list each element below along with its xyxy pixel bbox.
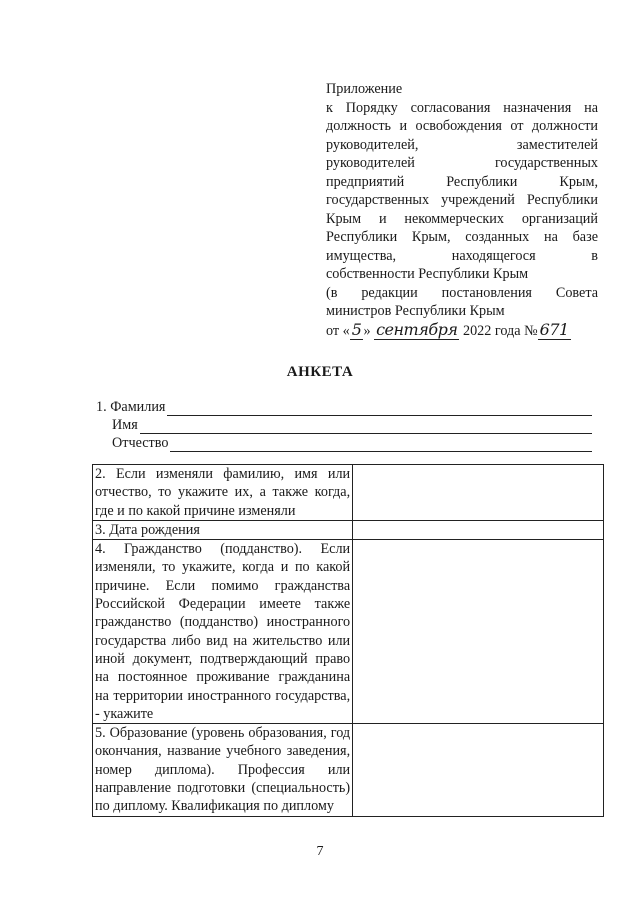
appendix-line-12: (в редакции постановления Совета — [326, 284, 598, 301]
answer-cell[interactable] — [353, 540, 604, 724]
table-row — [93, 540, 604, 724]
answer-cell[interactable] — [353, 520, 604, 539]
table-row — [93, 520, 604, 539]
appendix-line-11: собственности Республики Крым — [326, 266, 529, 282]
question-cell: 5. Образование (уровень образования, год окончания, название учебного заведения, номер диплома). Профессия или направление подготовки (специальность) по диплому. Квалификация по диплому — [93, 724, 353, 816]
appendix-line-9: Республики Крым, созданных на базе — [326, 229, 598, 245]
form-title: АНКЕТА — [286, 364, 354, 380]
table-row — [93, 724, 604, 816]
appendix-line-4: руководителей, заместителей — [326, 136, 598, 153]
surname-label: 1. Фамилия — [96, 399, 166, 415]
patronymic-row — [96, 434, 592, 452]
appendix-header — [326, 80, 598, 340]
page-number: 7 — [316, 844, 324, 859]
decree-date-line — [326, 321, 598, 341]
questionnaire-table — [92, 464, 604, 817]
patronymic-label: Отчество — [112, 435, 169, 451]
date-prefix: от « — [326, 322, 350, 339]
appendix-line-5: руководителей государственных — [326, 155, 598, 171]
name-blank-line[interactable] — [140, 420, 592, 434]
date-day-handwritten: 5 — [351, 319, 362, 339]
patronymic-blank-line[interactable] — [170, 438, 592, 452]
date-month-handwritten: сентября — [376, 319, 458, 339]
appendix-line-2: к Порядку согласования назначения на — [326, 99, 598, 116]
name-fields — [96, 398, 592, 452]
question-cell: 3. Дата рождения — [93, 520, 353, 539]
answer-cell[interactable] — [353, 465, 604, 521]
name-row — [96, 416, 592, 434]
appendix-line-8: Крым и некоммерческих организаций — [326, 210, 598, 227]
appendix-line-1: Приложение — [326, 81, 403, 97]
decree-number-handwritten: 671 — [539, 319, 569, 339]
surname-blank-line[interactable] — [167, 402, 592, 416]
table-row — [93, 465, 604, 521]
surname-row — [96, 398, 592, 416]
question-cell: 4. Гражданство (подданство). Если изменяли, то укажите, когда и по какой причине. Если помимо гражданства Российской Федерации имеете также гражданство (подданство) иностранного государства либо вид на жительство или иной документ, подтверждающий право на постоянное проживание гражданина на территории иностранного государства, - укажите — [93, 540, 353, 724]
date-mid: » — [363, 322, 371, 339]
appendix-line-10: имущества, находящегося в — [326, 247, 598, 264]
question-cell: 2. Если изменяли фамилию, имя или отчество, то укажите их, а также когда, где и по какой причине изменяли — [93, 465, 353, 521]
date-year: 2022 года № — [462, 322, 538, 339]
appendix-line-6: предприятий Республики Крым, — [326, 173, 598, 190]
appendix-line-3: должность и освобождения от должности — [326, 118, 598, 134]
appendix-line-7: государственных учреждений Республики — [326, 192, 598, 208]
appendix-line-13: министров Республики Крым — [326, 303, 505, 319]
name-label: Имя — [112, 417, 138, 433]
answer-cell[interactable] — [353, 724, 604, 816]
